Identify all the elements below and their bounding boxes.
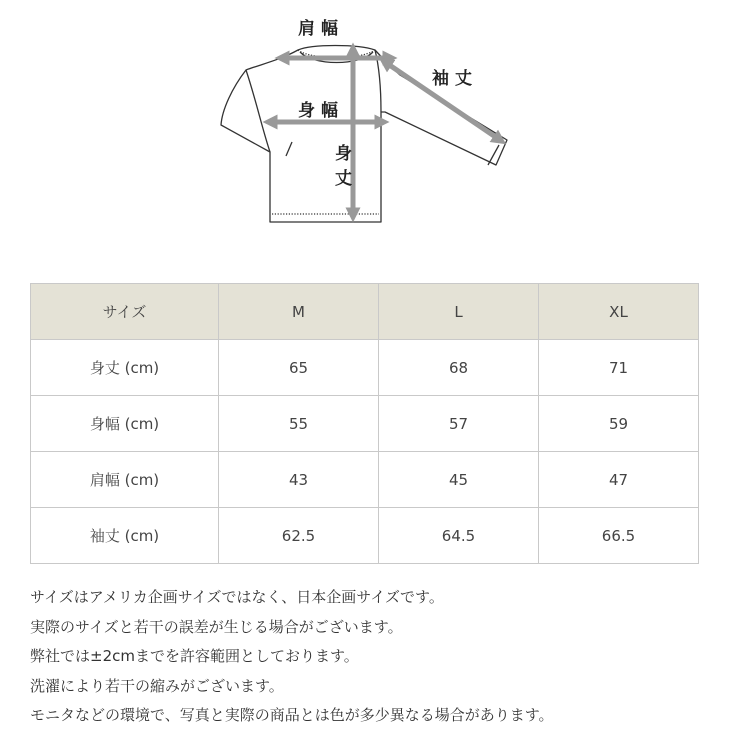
table-cell: 43	[219, 452, 379, 508]
row-label: 身丈 (cm)	[31, 340, 219, 396]
measurement-diagram	[0, 0, 730, 250]
table-row	[31, 340, 699, 396]
shirt-illustration	[0, 0, 730, 250]
table-row	[31, 452, 699, 508]
table-cell: 55	[219, 396, 379, 452]
header-cell-m: M	[219, 284, 379, 340]
chest-width-label: 身幅	[298, 101, 344, 121]
notes-list	[30, 583, 554, 731]
note-item: サイズはアメリカ企画サイズではなく、日本企画サイズです。	[30, 588, 444, 606]
table-cell: 45	[379, 452, 539, 508]
header-cell-size: サイズ	[31, 284, 219, 340]
shoulder-width-label: 肩幅	[298, 19, 344, 39]
header-cell-xl: XL	[539, 284, 699, 340]
table-cell: 59	[539, 396, 699, 452]
table-cell: 66.5	[539, 508, 699, 564]
table-cell: 64.5	[379, 508, 539, 564]
table-cell: 71	[539, 340, 699, 396]
body-length-label: 身丈	[331, 144, 351, 194]
header-cell-l: L	[379, 284, 539, 340]
size-table	[30, 283, 699, 564]
table-cell: 68	[379, 340, 539, 396]
table-row	[31, 508, 699, 564]
note-item: 実際のサイズと若干の誤差が生じる場合がございます。	[30, 617, 403, 636]
size-table-header	[31, 284, 699, 340]
row-label: 身幅 (cm)	[31, 396, 219, 452]
header-row	[31, 284, 699, 340]
table-cell: 57	[379, 396, 539, 452]
note-item: モニタなどの環境で、写真と実際の商品とは色が多少異なる場合があります。	[30, 706, 554, 724]
table-cell: 65	[219, 340, 379, 396]
note-item: 弊社では±2cmまでを許容範囲としております。	[30, 647, 359, 665]
row-label: 袖丈 (cm)	[31, 508, 219, 564]
sleeve-length-label: 袖丈	[432, 69, 478, 89]
table-cell: 62.5	[219, 508, 379, 564]
table-row	[31, 396, 699, 452]
table-cell: 47	[539, 452, 699, 508]
row-label: 肩幅 (cm)	[31, 452, 219, 508]
note-item: 洗濯により若干の縮みがございます。	[30, 676, 284, 695]
